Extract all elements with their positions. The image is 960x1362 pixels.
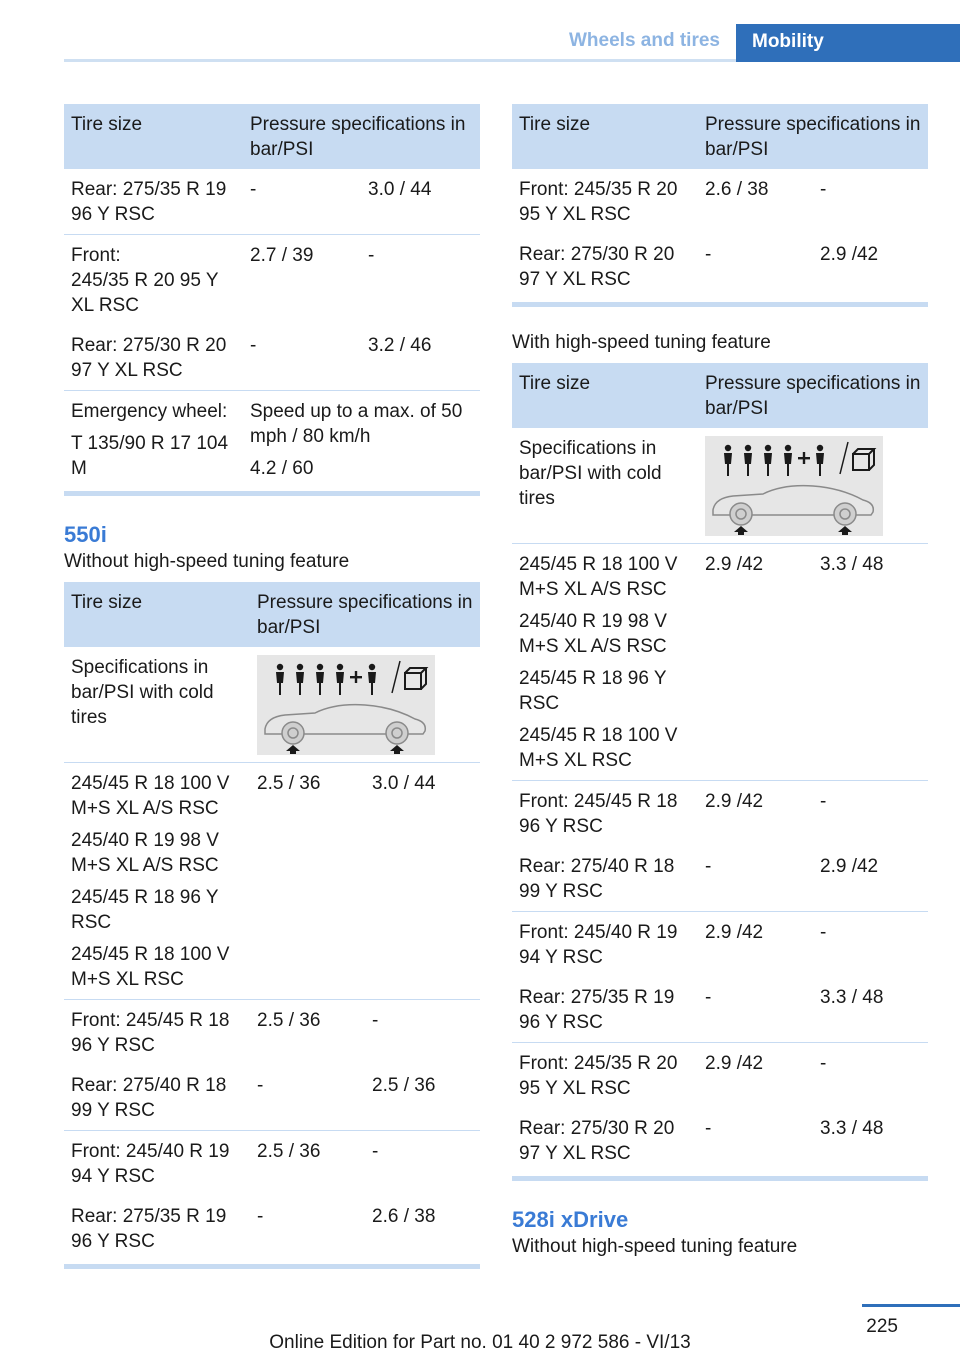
- pressure-header: Pressure specifications in bar/PSI: [698, 363, 928, 428]
- load-spec-row: [64, 647, 480, 763]
- tire-size-cell: [64, 1196, 250, 1264]
- tire-size-text: 245/45 R 18 96 Y RSC: [519, 668, 667, 714]
- table-end-rule: [64, 491, 480, 496]
- pressure-cell-2: [813, 977, 928, 1043]
- tire-size-cell: [64, 763, 250, 1000]
- tire-size-header: Tire size: [64, 104, 243, 169]
- pressure-value: 3.3 / 48: [820, 554, 884, 575]
- pressure-value: 2.6 / 38: [705, 179, 769, 200]
- tire-size-text: Rear: 275/35 R 19 96 Y RSC: [71, 1206, 227, 1252]
- pressure-cell-1: [698, 544, 813, 781]
- tire-size-cell: [512, 169, 698, 234]
- table-row: [512, 781, 928, 847]
- pressure-cell-1: [250, 1000, 365, 1066]
- pressure-value: -: [820, 1053, 827, 1074]
- table-row: [512, 846, 928, 912]
- tire-size-text: Rear: 275/30 R 20 97 Y XL RSC: [71, 335, 227, 381]
- load-spec-row: [512, 428, 928, 544]
- pressure-value: 3.3 / 48: [820, 1118, 884, 1139]
- header-section-title: Wheels and tires: [569, 30, 720, 51]
- table-row: [512, 169, 928, 234]
- pressure-cell-1: [698, 977, 813, 1043]
- pressure-value: -: [705, 987, 712, 1008]
- pressure-cell-1: [698, 912, 813, 978]
- pressure-value: 3.3 / 48: [820, 987, 884, 1008]
- pressure-value: 3.0 / 44: [368, 179, 432, 200]
- pressure-cell-2: [365, 1196, 480, 1264]
- pressure-cell-1: [698, 781, 813, 847]
- emergency-size: T 135/90 R 17 104 M: [71, 433, 229, 479]
- tire-size-text: 245/45 R 18 100 V M+S XL RSC: [71, 944, 230, 990]
- table-row: [512, 1108, 928, 1176]
- tire-pressure-table-1: [64, 104, 480, 491]
- tire-size-text: 245/40 R 19 98 V M+S XL A/S RSC: [71, 830, 219, 876]
- pressure-cell-1: [250, 1065, 365, 1131]
- table-row: [64, 1131, 480, 1197]
- pressure-cell-1: [243, 325, 361, 391]
- pressure-cell-1: [698, 169, 813, 234]
- table-end-rule: [512, 1176, 928, 1181]
- vehicle-load-diagram-icon: [705, 436, 883, 536]
- pressure-value: -: [705, 244, 712, 265]
- emergency-pressure: 4.2 / 60: [250, 458, 314, 479]
- tire-size-text: 245/45 R 18 96 Y RSC: [71, 887, 219, 933]
- pressure-value: -: [820, 179, 827, 200]
- tire-size-cell: [64, 235, 243, 326]
- tire-size-text: 245/45 R 18 100 V M+S XL A/S RSC: [71, 773, 230, 819]
- tire-size-text: Front: 245/35 R 20 95 Y XL RSC: [519, 179, 678, 225]
- tire-size-header: Tire size: [64, 582, 250, 647]
- table-row: [64, 169, 480, 235]
- pressure-cell-2: [813, 544, 928, 781]
- pressure-cell-1: [250, 1131, 365, 1197]
- tire-size-text: Front: 245/40 R 19 94 Y RSC: [519, 922, 678, 968]
- tire-size-text: Front: 245/40 R 19 94 Y RSC: [71, 1141, 230, 1187]
- section-title-550i: 550i: [64, 522, 107, 547]
- table-row: [64, 1065, 480, 1131]
- tire-size-text: Front: 245/35 R 20 95 Y XL RSC: [519, 1053, 678, 1099]
- pressure-cell-2: [365, 763, 480, 1000]
- pressure-value: 2.5 / 36: [372, 1075, 436, 1096]
- tire-size-cell: [512, 1043, 698, 1109]
- pressure-value: 2.9 /42: [820, 244, 879, 265]
- pressure-value: 2.9 /42: [820, 856, 879, 877]
- pressure-header: Pressure specifications in bar/PSI: [698, 104, 928, 169]
- pressure-cell-2: [365, 1131, 480, 1197]
- page-number: 225: [866, 1316, 898, 1337]
- tire-size-cell: [64, 1131, 250, 1197]
- emergency-label: Emergency wheel:: [71, 401, 228, 422]
- table-row: [64, 1000, 480, 1066]
- load-image-cell: [698, 428, 928, 544]
- table-row: [512, 234, 928, 302]
- pressure-cell-1: [250, 763, 365, 1000]
- pressure-header: Pressure specifications in bar/PSI: [243, 104, 480, 169]
- spec-label: Specifications in bar/PSI with cold tires: [519, 438, 662, 509]
- vehicle-load-diagram-icon: [257, 655, 435, 755]
- pressure-value: 2.9 /42: [705, 922, 764, 943]
- tire-size-header: Tire size: [512, 104, 698, 169]
- tire-size-text: Rear: 275/35 R 19 96 Y RSC: [519, 987, 675, 1033]
- tire-size-cell: [64, 325, 243, 391]
- tire-size-cell: [512, 977, 698, 1043]
- spec-label: Specifications in bar/PSI with cold tires: [71, 657, 214, 728]
- section-subtitle-550i: Without high-speed tuning feature: [64, 551, 350, 572]
- emergency-pressure-cell: [243, 391, 480, 492]
- table-row: [512, 544, 928, 781]
- page-header: [64, 24, 960, 62]
- pressure-value: -: [705, 856, 712, 877]
- table-row: [512, 1043, 928, 1109]
- left-column: [64, 104, 480, 1269]
- tire-size-text: 245/45 R 18 100 V M+S XL A/S RSC: [519, 554, 678, 600]
- tire-size-cell: [512, 781, 698, 847]
- table-end-rule: [512, 302, 928, 307]
- pressure-value: 2.7 / 39: [250, 245, 314, 266]
- tire-pressure-table-4: [512, 363, 928, 1176]
- emergency-wheel-row: [64, 391, 480, 492]
- load-image-cell: [250, 647, 480, 763]
- emergency-size-cell: [64, 391, 243, 492]
- tire-size-text: Front: 245/45 R 18 96 Y RSC: [71, 1010, 230, 1056]
- pressure-value: -: [372, 1141, 379, 1162]
- tire-size-text: Rear: 275/35 R 19 96 Y RSC: [71, 179, 227, 225]
- table-row: [64, 1196, 480, 1264]
- table-row: [64, 763, 480, 1000]
- pressure-value: 2.5 / 36: [257, 773, 321, 794]
- tire-pressure-table-2: [64, 582, 480, 1264]
- header-chapter-tab: Mobility: [736, 24, 960, 62]
- tire-size-text: Rear: 275/30 R 20 97 Y XL RSC: [519, 1118, 675, 1164]
- pressure-value: 2.5 / 36: [257, 1010, 321, 1031]
- tire-size-cell: [64, 1000, 250, 1066]
- pressure-value: -: [257, 1206, 264, 1227]
- pressure-cell-2: [813, 912, 928, 978]
- pressure-cell-1: [698, 234, 813, 302]
- pressure-value: 2.9 /42: [705, 791, 764, 812]
- pressure-cell-2: [813, 1043, 928, 1109]
- tire-size-text: Front: 245/45 R 18 96 Y RSC: [519, 791, 678, 837]
- edition-footer: Online Edition for Part no. 01 40 2 972 586 - VI/13: [269, 1332, 691, 1353]
- tire-size-text: Rear: 275/40 R 18 99 Y RSC: [71, 1075, 227, 1121]
- tire-size-header: Tire size: [512, 363, 698, 428]
- pressure-cell-2: [361, 325, 480, 391]
- tire-size-text: Rear: 275/30 R 20 97 Y XL RSC: [519, 244, 675, 290]
- pressure-value: -: [368, 245, 375, 266]
- pressure-cell-1: [250, 1196, 365, 1264]
- pressure-value: 3.0 / 44: [372, 773, 436, 794]
- section-title-528i: 528i xDrive: [512, 1207, 629, 1232]
- pressure-cell-2: [361, 235, 480, 326]
- pressure-cell-2: [813, 234, 928, 302]
- footer-rule: [862, 1304, 960, 1307]
- pressure-value: 2.9 /42: [705, 1053, 764, 1074]
- pressure-cell-2: [365, 1000, 480, 1066]
- pressure-cell-2: [365, 1065, 480, 1131]
- pressure-cell-1: [243, 235, 361, 326]
- pressure-value: -: [820, 922, 827, 943]
- tire-size-text: Rear: 275/40 R 18 99 Y RSC: [519, 856, 675, 902]
- table-row: [512, 977, 928, 1043]
- tire-size-text: Front: 245/35 R 20 95 Y XL RSC: [71, 245, 219, 316]
- tire-size-cell: [512, 544, 698, 781]
- pressure-cell-1: [243, 169, 361, 235]
- pressure-cell-2: [813, 846, 928, 912]
- pressure-cell-2: [813, 169, 928, 234]
- pressure-value: -: [250, 335, 257, 356]
- emergency-speed-limit: Speed up to a max. of 50 mph / 80 km/h: [250, 401, 463, 447]
- pressure-value: 2.6 / 38: [372, 1206, 436, 1227]
- section-subtitle-528i: Without high-speed tuning feature: [512, 1236, 798, 1257]
- right-column: [512, 104, 928, 1267]
- table-end-rule: [64, 1264, 480, 1269]
- pressure-cell-2: [813, 1108, 928, 1176]
- pressure-value: -: [250, 179, 257, 200]
- table-row: [512, 912, 928, 978]
- tire-size-text: 245/40 R 19 98 V M+S XL A/S RSC: [519, 611, 667, 657]
- table-row: [64, 325, 480, 391]
- pressure-value: -: [257, 1075, 264, 1096]
- pressure-value: -: [372, 1010, 379, 1031]
- tire-pressure-table-3: [512, 104, 928, 302]
- high-speed-subtitle: With high-speed tuning feature: [512, 332, 771, 353]
- pressure-cell-1: [698, 1108, 813, 1176]
- pressure-value: -: [820, 791, 827, 812]
- tire-size-cell: [64, 1065, 250, 1131]
- pressure-value: 2.9 /42: [705, 554, 764, 575]
- pressure-value: 3.2 / 46: [368, 335, 432, 356]
- pressure-cell-1: [698, 1043, 813, 1109]
- pressure-value: 2.5 / 36: [257, 1141, 321, 1162]
- pressure-cell-2: [813, 781, 928, 847]
- table-row: [64, 235, 480, 326]
- tire-size-cell: [512, 846, 698, 912]
- tire-size-cell: [512, 1108, 698, 1176]
- pressure-value: -: [705, 1118, 712, 1139]
- tire-size-cell: [512, 234, 698, 302]
- pressure-cell-1: [698, 846, 813, 912]
- pressure-cell-2: [361, 169, 480, 235]
- tire-size-text: 245/45 R 18 100 V M+S XL RSC: [519, 725, 678, 771]
- pressure-header: Pressure specifications in bar/PSI: [250, 582, 480, 647]
- tire-size-cell: [512, 912, 698, 978]
- tire-size-cell: [64, 169, 243, 235]
